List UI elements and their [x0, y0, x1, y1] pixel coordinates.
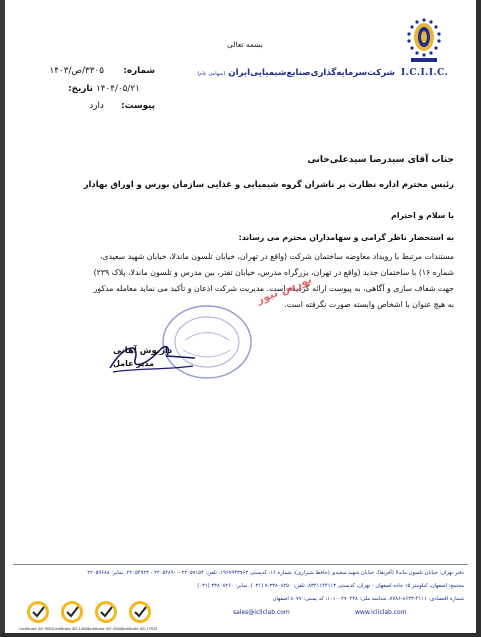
body-line: شماره ۱۶) با ساختمان جدید (واقع در تهران، بزرگراه مدرس، خیابان تفتر، بین مدرس و تلسون ماندلا، پلاک ۲۳۹) — [93, 268, 454, 277]
sgs-cert-icon — [93, 600, 119, 628]
letter-attachment — [45, 101, 155, 111]
company-logo — [405, 16, 443, 64]
signature — [105, 338, 200, 378]
date-label: تاریخ: — [68, 84, 93, 94]
footer-website: www.icliclab.com — [355, 609, 407, 616]
attachment-value: دارد — [89, 101, 104, 111]
letter-number — [45, 66, 155, 76]
cert-label: Certificate ISO 17025 — [121, 627, 158, 631]
sgs-cert-icon — [127, 600, 153, 628]
company-title: شرکت‌سرمایه‌گذاری‌صنایع‌شیمیایی‌ایران — [228, 68, 395, 78]
recipient-title: رئیس محترم اداره نظارت بر ناشران گروه شیمیایی و غذایی سازمان بورس و اوراق بهادار — [83, 179, 454, 189]
footer-divider — [13, 564, 468, 565]
sgs-cert-icon — [25, 600, 51, 628]
company-name — [197, 68, 395, 78]
date-value: ۱۴۰۴/۰۵/۲۱ — [96, 84, 140, 94]
intro-line: به استحضار ناظر گرامی و سهامداران محترم می رساند: — [238, 233, 454, 242]
sgs-cert-icon — [59, 600, 85, 628]
footer-isfahan-address: مجتمع: اصفهان، کیلومتر ۱۵ جاده اصفهان - تهران، کدپستی ۸۳۴۱۱۴۴۱۱۳، تلفن: ۳۳۸۰۸۲۵۰-۷ (۰۳۱)، نمابر: ۳۳۸۰۸۲۶۰ (۰۳۱) — [197, 583, 464, 589]
body-line: به هیچ عنوان با اشخاص وابسته صورت نگرفته است. — [284, 300, 454, 309]
letter-page — [5, 0, 476, 633]
company-type: (سهامی عام) — [197, 71, 226, 77]
cert-label: Certificate ISO 9001 — [19, 627, 54, 631]
cert-label: Certificate ISO 14001 — [53, 627, 90, 631]
recipient-name: جناب آقای سیدرضا سیدعلی‌خانی — [307, 155, 454, 165]
number-label: شماره: — [123, 66, 155, 76]
cert-label: Certificate ISO 45001 — [87, 627, 124, 631]
viewer-edge-bottom — [0, 633, 481, 637]
attachment-label: پیوست: — [121, 101, 155, 111]
number-value: ۳۳۰۵/ص/۱۴۰۳ — [49, 66, 104, 76]
logo-wordmark: I.C.I.I.C. — [401, 68, 449, 78]
signatory-name: داریوش آهانی — [113, 346, 173, 356]
footer-registration: شماره اقتصادی: ۴۱۱۱-۸۶۳۳-۷۷۸۶، شناسه ملی: ۱۰۱۰۰۲۷۰۲۴۸، کد پستی: ۸۰۷۷ اصفهان — [272, 596, 464, 602]
body-line: مستندات مرتبط با رویداد معاوضه ساختمان شرکت (واقع در تهران، خیابان تلسون ماندلا، خیابان شهید سعیدی، — [99, 252, 454, 261]
body-line: جهت شفاف سازی و آگاهی، به پیوست ارائه گردیده است. مدیریت شرکت اذعان و تأکید می نماید معامله مذکور — [93, 284, 454, 293]
signatory-title: مدیر عامل — [113, 359, 154, 368]
greeting: با سلام و احترام — [391, 211, 454, 220]
bismillah: بسمه تعالی — [226, 40, 264, 49]
footer-tehran-address: دفتر تهران: خیابان تلسون ماندلا (آفریقا)، خیابان شهید سعیدی (حافظ شیرازی)، شماره ۱۶، کدپستی ۱۹۶۷۹۴۳۷۶۳، تلفن: ۲۲۰۵۷۱۵۴ - ۲۲۰۵۴۸۹۰ - ۲۲۰۵۴۹۲۴، نمابر: ۲۲۰۵۹۶۸۸ — [87, 570, 464, 576]
viewer-edge-right — [476, 0, 481, 637]
footer-email: sales@icliclab.com — [233, 609, 290, 616]
letter-date — [45, 84, 155, 94]
watermark: بورس نیوز — [254, 272, 314, 307]
